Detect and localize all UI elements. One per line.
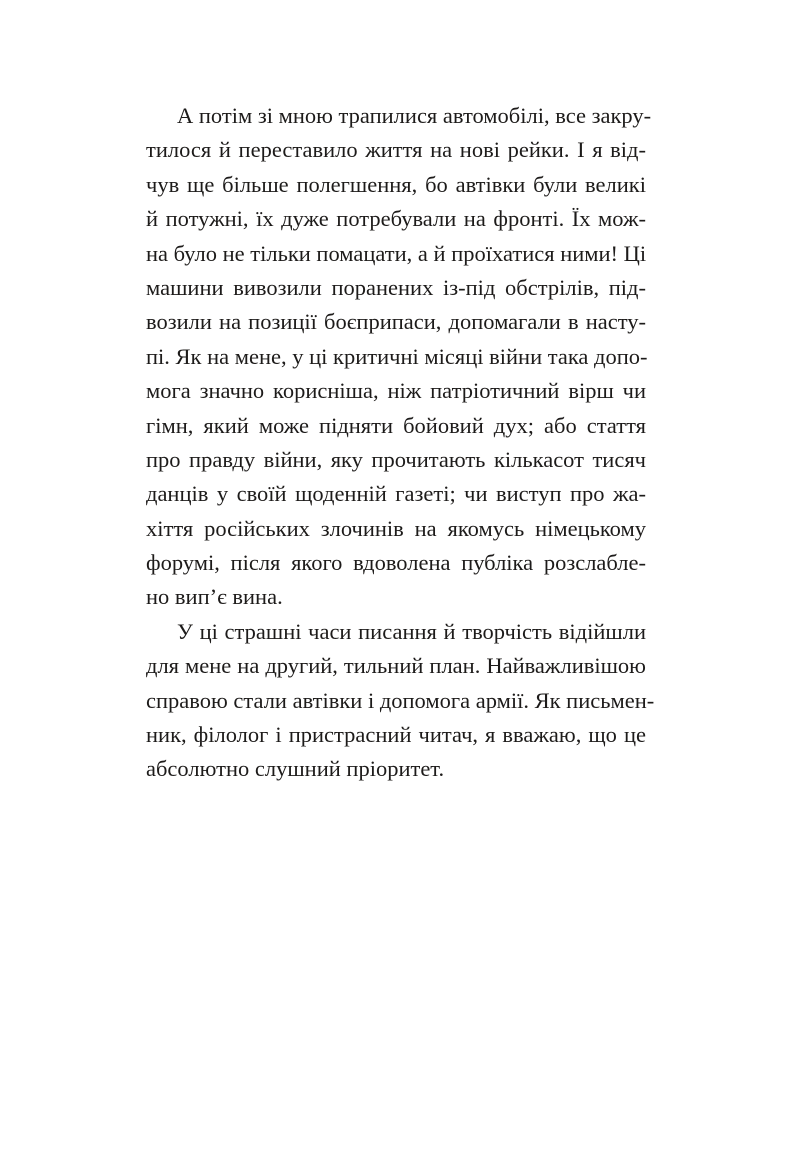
text-line: хіття російських злочинів на якомусь німецькому xyxy=(146,515,646,541)
text-line: й потужні, їх дуже потребували на фронті. Їх мож- xyxy=(146,206,646,232)
text-line: А потім зі мною трапилися автомобілі, все закру- xyxy=(177,103,652,128)
text-line: про правду війни, яку прочитають кількасот тисяч xyxy=(146,446,646,472)
text-line: возили на позиції боєприпаси, допомагали в насту- xyxy=(146,309,646,335)
text-line: У ці страшні часи писання й творчість відійшли xyxy=(177,618,646,644)
text-line: но вип’є вина. xyxy=(146,584,283,610)
text-line: машини вивозили поранених із-під обстрілів, під- xyxy=(146,274,646,300)
paragraph-2 xyxy=(146,615,655,787)
text-line: для мене на другий, тильний план. Найважливішою xyxy=(146,653,646,679)
paragraph-1 xyxy=(146,99,652,615)
text-line: чув ще більше полегшення, бо автівки були великі xyxy=(146,171,646,197)
text-line: пі. Як на мене, у ці критичні місяці війни така допо- xyxy=(146,343,648,369)
body-text xyxy=(146,99,655,787)
text-line: на було не тільки помацати, а й проїхатися ними! Ці xyxy=(146,240,647,266)
text-line: форумі, після якого вдоволена публіка розслабле- xyxy=(146,550,646,576)
text-line: гімн, який може підняти бойовий дух; або стаття xyxy=(146,412,646,438)
text-line: абсолютно слушний пріоритет. xyxy=(146,756,445,782)
text-line: мога значно корисніша, ніж патріотичний вірш чи xyxy=(146,378,646,404)
text-line: тилося й переставило життя на нові рейки. І я від- xyxy=(146,137,646,163)
text-line: ник, філолог і пристрасний читач, я вважаю, що це xyxy=(146,722,646,748)
text-line: данців у своїй щоденній газеті; чи виступ про жа- xyxy=(146,481,646,507)
text-line: справою стали автівки і допомога армії. Як письмен- xyxy=(146,687,655,713)
